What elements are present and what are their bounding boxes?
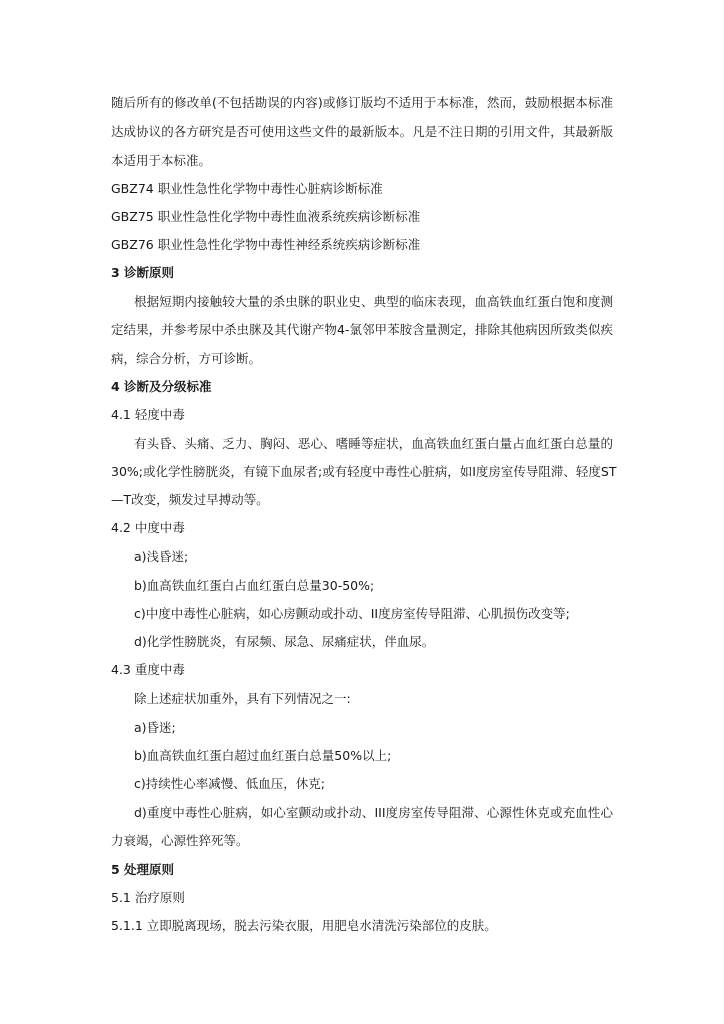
section-heading: 3 诊断原则 (111, 265, 175, 280)
subsection-heading: 4.3 重度中毒 (111, 662, 185, 677)
intro-paragraph-line: 本适用于本标准。 (111, 153, 212, 168)
body-paragraph-line: 根据短期内接触较大量的杀虫脒的职业史、典型的临床表现，血高铁血红蛋白饱和度测 (134, 294, 613, 309)
section-heading: 4 诊断及分级标准 (111, 379, 212, 394)
list-item-continuation: 力衰竭，心源性猝死等。 (111, 833, 249, 848)
list-item: a)昏迷; (134, 720, 176, 735)
body-paragraph-line: 定结果，并参考尿中杀虫脒及其代谢产物4-氯邻甲苯胺含量测定，排除其他病因所致类似疾 (111, 322, 613, 337)
list-item: a)浅昏迷; (134, 549, 189, 564)
intro-paragraph-line: 随后所有的修改单(不包括勘误的内容)或修订版均不适用于本标准，然而，鼓励根据本标准 (111, 95, 613, 110)
subsection-heading: 5.1.1 立即脱离现场，脱去污染衣服，用肥皂水清洗污染部位的皮肤。 (111, 918, 497, 933)
list-item: c)中度中毒性心脏病，如心房颤动或扑动、II度房室传导阻滞、心肌损伤改变等; (134, 606, 570, 621)
body-paragraph-line: 病，综合分析，方可诊断。 (111, 351, 262, 366)
body-paragraph-line: 有头昏、头痛、乏力、胸闷、恶心、嗜睡等症状，血高铁血红蛋白量占血红蛋白总量的 (134, 436, 613, 451)
list-item: d)化学性膀胱炎，有尿频、尿急、尿痛症状，伴血尿。 (134, 634, 435, 649)
list-item: d)重度中毒性心脏病，如心室颤动或扑动、III度房室传导阻滞、心源性休克或充血性心 (134, 805, 613, 820)
section-heading: 5 处理原则 (111, 862, 175, 877)
subsection-heading: 5.1 治疗原则 (111, 890, 185, 905)
reference-item: GBZ75 职业性急性化学物中毒性血液系统疾病诊断标准 (111, 209, 421, 224)
reference-item: GBZ76 职业性急性化学物中毒性神经系统疾病诊断标准 (111, 237, 421, 252)
list-item: b)血高铁血红蛋白占血红蛋白总量30-50%; (134, 578, 375, 593)
subsection-heading: 4.1 轻度中毒 (111, 407, 185, 422)
subsection-heading: 4.2 中度中毒 (111, 520, 185, 535)
body-paragraph-line: 30%;或化学性膀胱炎，有镜下血尿者;或有轻度中毒性心脏病，如I度房室传导阻滞、轻度ST (111, 464, 617, 479)
list-item: b)血高铁血红蛋白超过血红蛋白总量50%以上; (134, 748, 392, 763)
body-paragraph-line: 除上述症状加重外，具有下列情况之一: (134, 691, 351, 706)
reference-item: GBZ74 职业性急性化学物中毒性心脏病诊断标准 (111, 181, 383, 196)
intro-paragraph-line: 达成协议的各方研究是否可使用这些文件的最新版本。凡是不注日期的引用文件，其最新版 (111, 124, 613, 139)
list-item: c)持续性心率减慢、低血压，休克; (134, 776, 325, 791)
body-paragraph-line: —T改变，频发过早搏动等。 (111, 492, 269, 507)
